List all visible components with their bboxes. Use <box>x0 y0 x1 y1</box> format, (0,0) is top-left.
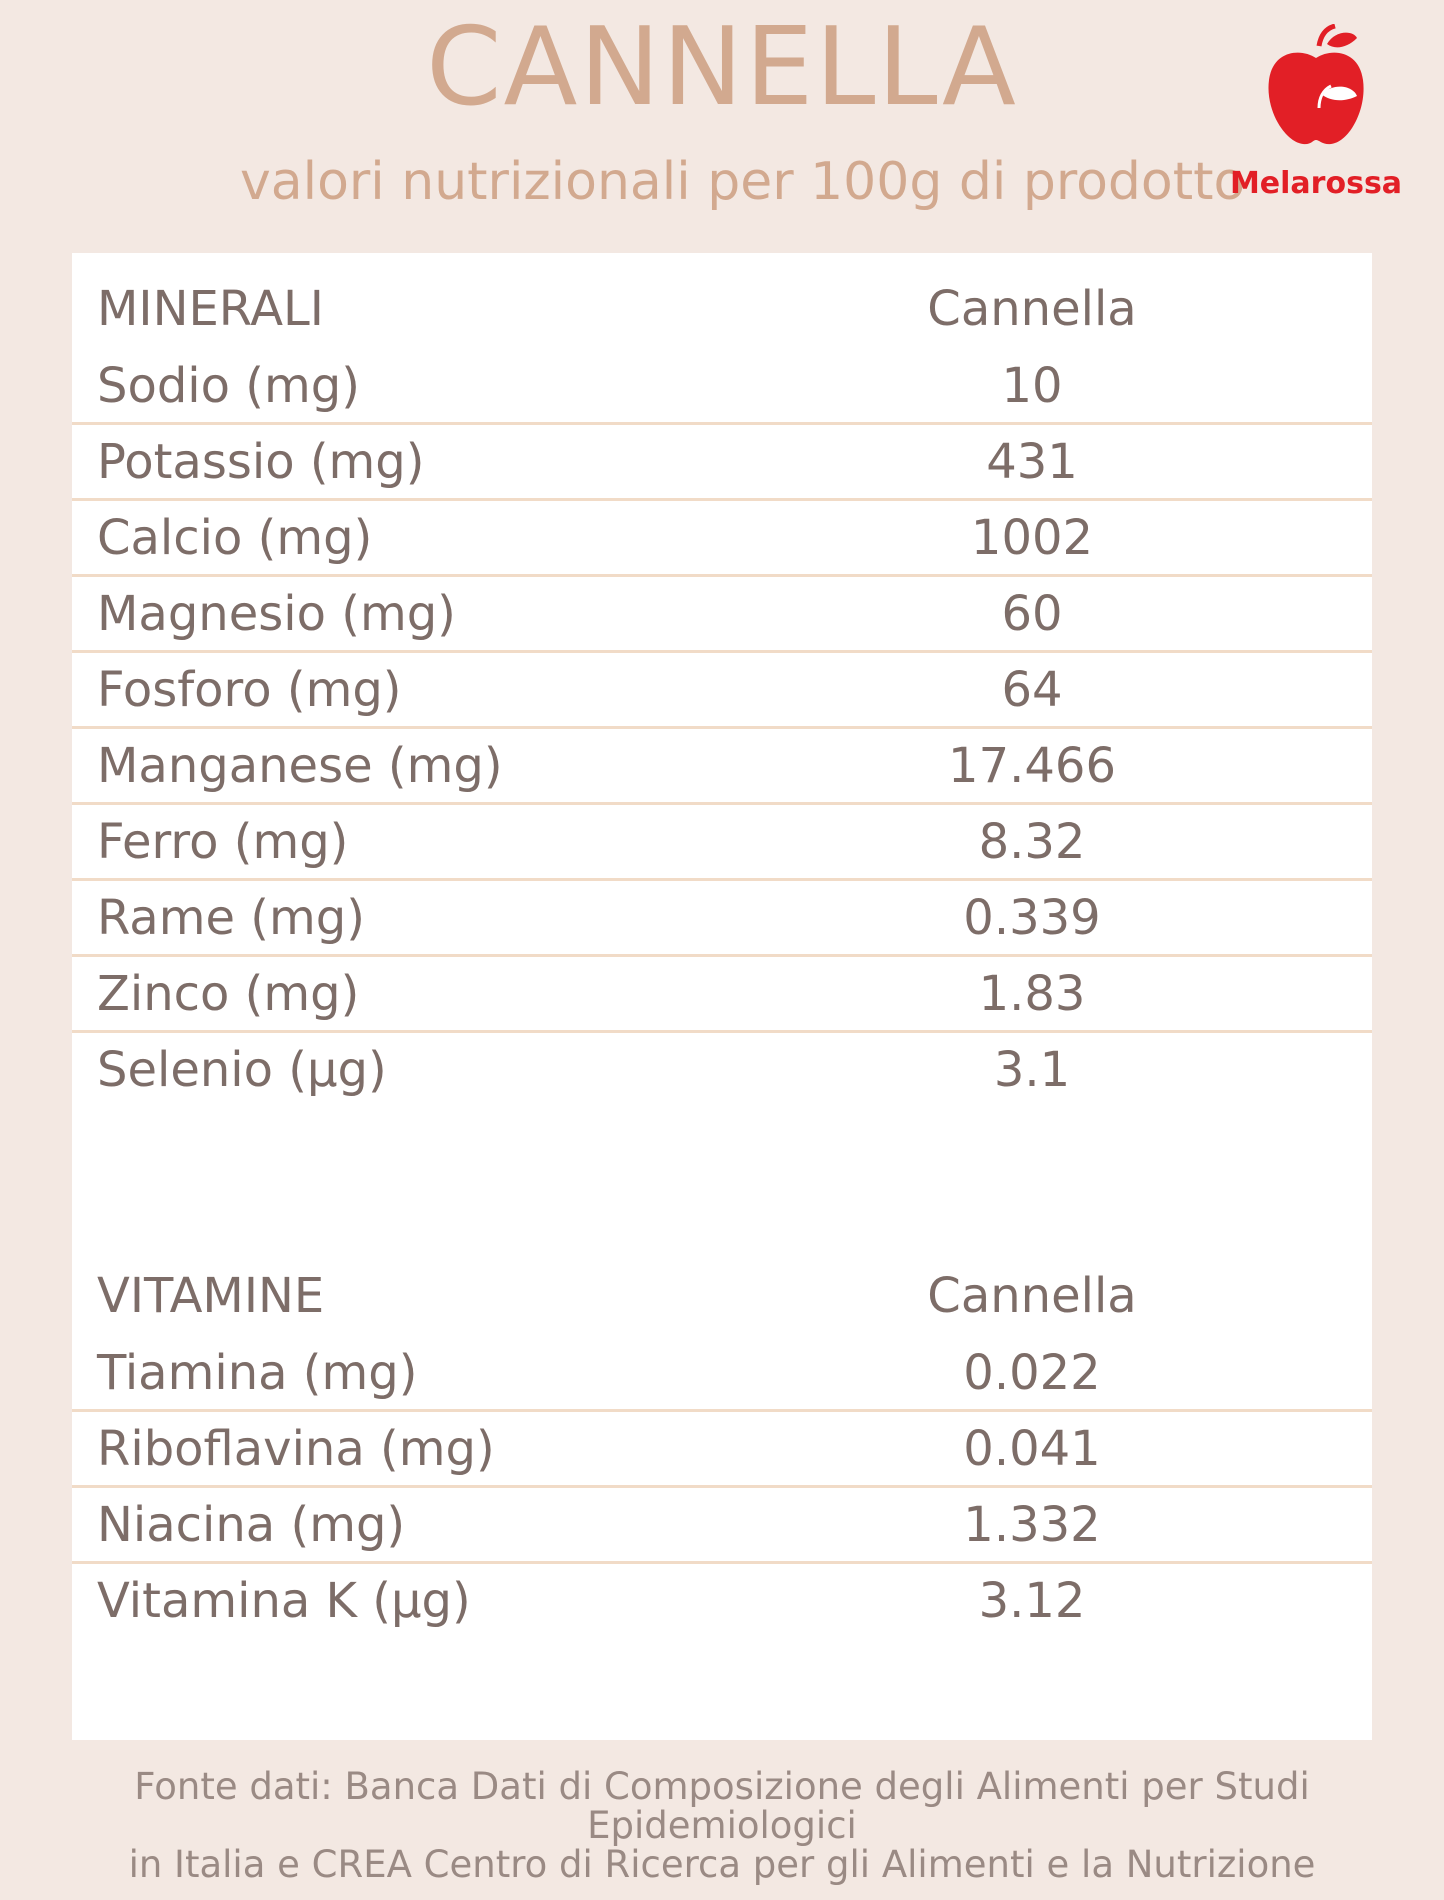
section-title: MINERALI <box>97 281 324 337</box>
apple-icon <box>1261 24 1371 164</box>
column-header: Cannella <box>927 1268 1137 1324</box>
row-value: 0.022 <box>963 1345 1101 1401</box>
column-header: Cannella <box>927 281 1137 337</box>
table-row <box>72 1333 1372 1412</box>
row-label: Magnesio (mg) <box>97 586 456 642</box>
table-row <box>72 1561 1372 1637</box>
row-label: Selenio (µg) <box>97 1042 387 1098</box>
row-value: 8.32 <box>978 814 1086 870</box>
row-value: 60 <box>1001 586 1063 642</box>
section-header-minerali <box>72 269 1372 345</box>
table-row <box>72 650 1372 729</box>
page-subtitle: valori nutrizionali per 100g di prodotto <box>240 152 1246 212</box>
table-row <box>72 726 1372 805</box>
brand-name: Melarossa <box>1229 166 1403 201</box>
table-row <box>72 422 1372 501</box>
row-label: Ferro (mg) <box>97 814 349 870</box>
table-row <box>72 346 1372 425</box>
row-value: 0.041 <box>963 1421 1101 1477</box>
row-label: Riboflavina (mg) <box>97 1421 495 1477</box>
page-title: CANNELLA <box>426 5 1018 130</box>
row-label: Calcio (mg) <box>97 510 373 566</box>
row-value: 431 <box>986 434 1078 490</box>
table-row <box>72 954 1372 1033</box>
source-note <box>0 1765 1444 1886</box>
table-row <box>72 498 1372 577</box>
row-label: Zinco (mg) <box>97 966 360 1022</box>
table-row <box>72 574 1372 653</box>
brand-logo[interactable] <box>1226 24 1406 204</box>
row-label: Vitamina K (µg) <box>97 1573 471 1629</box>
row-value: 10 <box>1001 358 1063 414</box>
table-row <box>72 1030 1372 1106</box>
row-label: Potassio (mg) <box>97 434 425 490</box>
row-label: Niacina (mg) <box>97 1497 406 1553</box>
row-label: Sodio (mg) <box>97 358 360 414</box>
row-value: 64 <box>1001 662 1063 718</box>
nutrition-table <box>72 253 1372 1740</box>
section-header-vitamine <box>72 1256 1372 1332</box>
table-row <box>72 1485 1372 1564</box>
row-value: 3.1 <box>993 1042 1071 1098</box>
row-value: 0.339 <box>963 890 1101 946</box>
source-line-1: Fonte dati: Banca Dati di Composizione degli Alimenti per Studi Epidemiologici <box>134 1765 1310 1847</box>
table-row <box>72 802 1372 881</box>
row-label: Rame (mg) <box>97 890 365 946</box>
row-value: 3.12 <box>978 1573 1086 1629</box>
table-row <box>72 878 1372 957</box>
row-value: 1002 <box>970 510 1094 566</box>
table-row <box>72 1409 1372 1488</box>
row-label: Tiamina (mg) <box>97 1345 418 1401</box>
row-value: 1.332 <box>963 1497 1101 1553</box>
source-line-2: in Italia e CREA Centro di Ricerca per gli Alimenti e la Nutrizione <box>128 1842 1316 1886</box>
row-value: 1.83 <box>978 966 1086 1022</box>
row-value: 17.466 <box>948 738 1116 794</box>
row-label: Manganese (mg) <box>97 738 503 794</box>
row-label: Fosforo (mg) <box>97 662 402 718</box>
section-title: VITAMINE <box>97 1268 325 1324</box>
